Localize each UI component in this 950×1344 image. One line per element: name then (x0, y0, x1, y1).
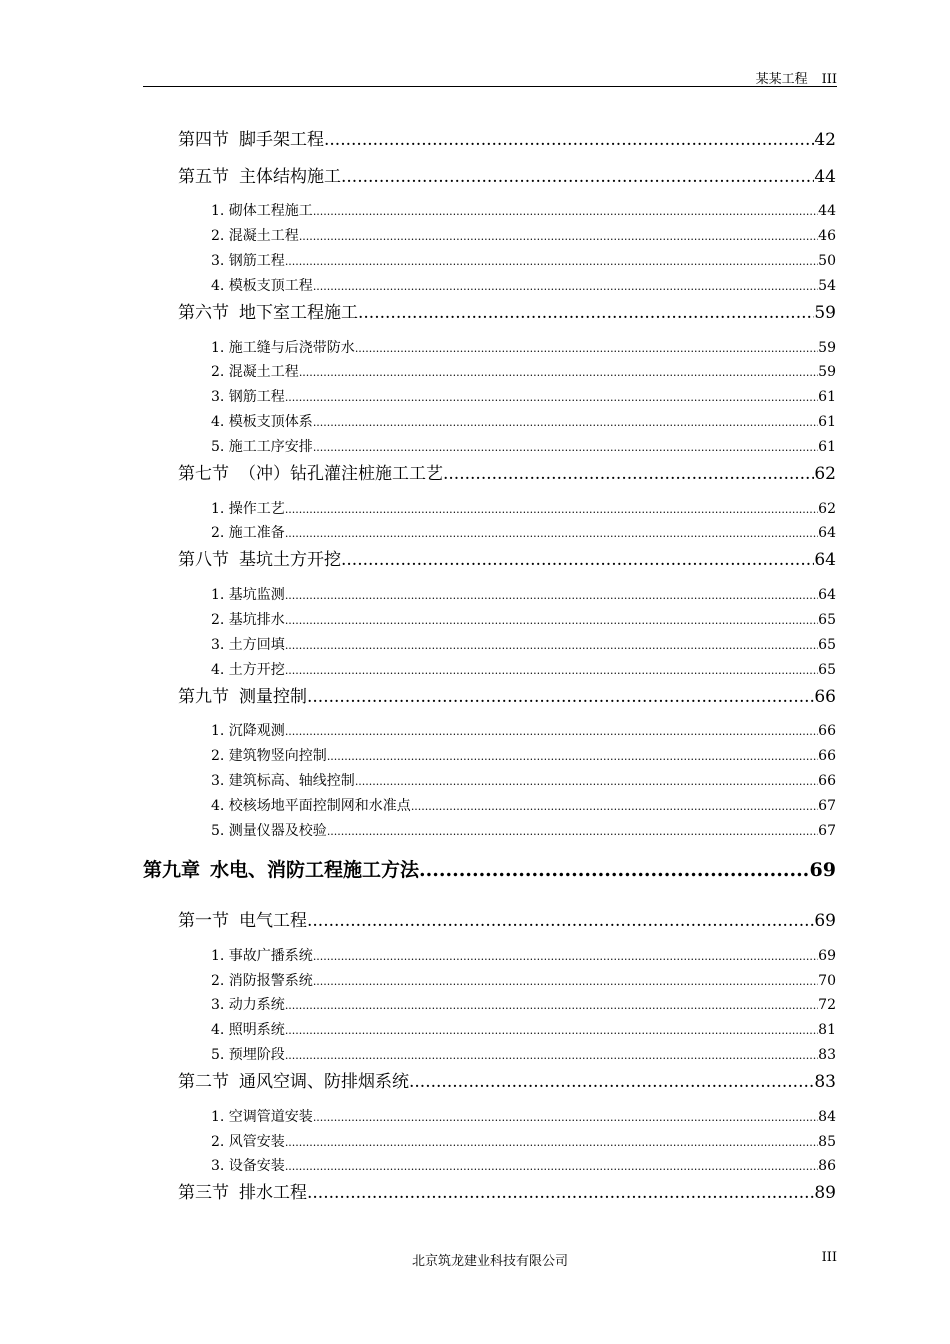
toc-leader-dots (307, 1183, 814, 1203)
toc-title: 3. 钢筋工程 (211, 389, 285, 405)
toc-page-number: 59 (818, 340, 836, 356)
toc-leader-dots (324, 130, 814, 150)
toc-item[interactable] (211, 1131, 836, 1151)
toc-page-number: 61 (818, 389, 836, 405)
toc-title: 测量控制 (239, 687, 307, 707)
toc-item[interactable] (211, 770, 836, 790)
toc-leader-dots (313, 1111, 818, 1124)
toc-page-number: 72 (818, 997, 836, 1013)
toc-number: 第二节 (178, 1072, 229, 1092)
toc-page-number: 54 (818, 278, 836, 294)
toc-label (211, 225, 299, 245)
toc-label (211, 584, 285, 604)
toc-item[interactable] (211, 436, 836, 456)
toc-label (211, 659, 285, 679)
toc-label (211, 795, 411, 815)
toc-number: 第七节 (178, 464, 229, 484)
toc-item[interactable] (211, 1044, 836, 1064)
toc-label (178, 298, 358, 323)
toc-title: 4. 模板支顶工程 (211, 278, 313, 294)
toc-item[interactable] (211, 250, 836, 270)
toc-section[interactable] (178, 545, 836, 570)
toc-label (178, 1178, 307, 1203)
toc-item[interactable] (211, 1155, 836, 1175)
toc-title: 2. 建筑物竖向控制 (211, 748, 327, 764)
toc-label (211, 275, 313, 295)
toc-number: 第九章 (143, 859, 201, 881)
toc-section[interactable] (178, 1067, 836, 1092)
toc-item[interactable] (211, 994, 836, 1014)
header-project: 某某工程 (755, 72, 808, 87)
toc-label (178, 125, 324, 150)
toc-title: 4. 校核场地平面控制网和水准点 (211, 798, 411, 814)
toc-label (211, 970, 313, 990)
toc-leader-dots (327, 750, 818, 763)
toc-label (211, 386, 285, 406)
toc-title: 电气工程 (239, 911, 307, 931)
toc-number: 第五节 (178, 167, 229, 187)
toc-item[interactable] (211, 411, 836, 431)
toc-label (211, 1019, 285, 1039)
toc-item[interactable] (211, 795, 836, 815)
toc-label (211, 609, 285, 629)
toc-leader-dots (285, 391, 818, 404)
toc-label (211, 1106, 313, 1126)
toc-label (211, 1131, 285, 1151)
toc-page-number: 64 (814, 550, 836, 570)
toc-title: 1. 操作工艺 (211, 501, 285, 517)
toc-leader-dots (285, 1049, 818, 1062)
toc-label (178, 459, 443, 484)
toc-page-number: 69 (809, 859, 836, 881)
toc-label (178, 682, 307, 707)
toc-page-number: 66 (818, 773, 836, 789)
toc-label (211, 522, 285, 542)
toc-page-number: 86 (818, 1158, 836, 1174)
toc-title: 1. 基坑监测 (211, 587, 285, 603)
toc-leader-dots (409, 1072, 814, 1092)
toc-page-number: 65 (818, 612, 836, 628)
toc-leader-dots (285, 1024, 818, 1037)
toc-title: 主体结构施工 (239, 167, 341, 187)
toc-leader-dots (307, 687, 814, 707)
toc-label (211, 720, 285, 740)
toc-label (211, 200, 313, 220)
toc-leader-dots (313, 416, 818, 429)
toc-label (211, 745, 327, 765)
toc-leader-dots (285, 255, 818, 268)
toc-page-number: 85 (818, 1134, 836, 1150)
toc-item[interactable] (211, 609, 836, 629)
toc-section[interactable] (178, 459, 836, 484)
toc-page-number: 64 (818, 525, 836, 541)
toc-label (211, 436, 313, 456)
toc-section[interactable] (178, 906, 836, 931)
toc-title: 5. 预埋阶段 (211, 1047, 285, 1063)
toc-title: 2. 消防报警系统 (211, 973, 313, 989)
toc-number: 第一节 (178, 911, 229, 931)
toc-title: 1. 砌体工程施工 (211, 203, 313, 219)
toc-item[interactable] (211, 386, 836, 406)
toc-title: 4. 照明系统 (211, 1022, 285, 1038)
toc-title: 排水工程 (239, 1183, 307, 1203)
toc-page-number: 89 (814, 1183, 836, 1203)
toc-item[interactable] (211, 820, 836, 840)
toc-leader-dots (307, 911, 814, 931)
toc-label (211, 820, 327, 840)
toc-page-number: 59 (814, 303, 836, 323)
toc-number: 第三节 (178, 1183, 229, 1203)
toc-page-number: 61 (818, 439, 836, 455)
toc-title: 4. 模板支顶体系 (211, 414, 313, 430)
toc-title: 2. 混凝土工程 (211, 364, 299, 380)
toc-item[interactable] (211, 970, 836, 990)
toc-page-number: 46 (818, 228, 836, 244)
toc-leader-dots (285, 589, 818, 602)
toc-title: 2. 风管安装 (211, 1134, 285, 1150)
toc-item[interactable] (211, 522, 836, 542)
toc-item[interactable] (211, 745, 836, 765)
toc-label (178, 162, 341, 187)
toc-title: 地下室工程施工 (239, 303, 358, 323)
toc-page-number: 44 (818, 203, 836, 219)
toc-title: 基坑土方开挖 (239, 550, 341, 570)
toc-label (178, 1067, 409, 1092)
toc-number: 第八节 (178, 550, 229, 570)
toc-leader-dots (313, 205, 818, 218)
toc-leader-dots (358, 303, 814, 323)
toc-leader-dots (285, 503, 818, 516)
toc-leader-dots (355, 342, 818, 355)
toc-item[interactable] (211, 225, 836, 245)
toc-page-number: 66 (818, 748, 836, 764)
footer-company: 北京筑龙建业科技有限公司 (411, 1254, 568, 1269)
toc-label (211, 945, 313, 965)
toc-leader-dots (327, 825, 818, 838)
toc-item[interactable] (211, 945, 836, 965)
toc-section[interactable] (178, 1178, 836, 1203)
toc-leader-dots (313, 975, 818, 988)
toc-title: 1. 施工缝与后浇带防水 (211, 340, 355, 356)
toc-leader-dots (285, 639, 818, 652)
toc-item[interactable] (211, 1019, 836, 1039)
toc-leader-dots (299, 230, 818, 243)
toc-title: 3. 土方回填 (211, 637, 285, 653)
toc-item[interactable] (211, 634, 836, 654)
footer-page: III (821, 1250, 837, 1265)
page-header (143, 66, 837, 87)
toc-label (211, 1044, 285, 1064)
toc-label (211, 411, 313, 431)
toc-page-number: 69 (818, 948, 836, 964)
toc-page-number: 62 (818, 501, 836, 517)
toc-leader-dots (341, 550, 814, 570)
toc-section[interactable] (178, 162, 836, 187)
toc-item[interactable] (211, 720, 836, 740)
toc-page-number: 67 (818, 823, 836, 839)
toc-item[interactable] (211, 361, 836, 381)
toc-page-number: 81 (818, 1022, 836, 1038)
toc-title: 2. 施工准备 (211, 525, 285, 541)
toc-leader-dots (313, 950, 818, 963)
toc-leader-dots (313, 280, 818, 293)
toc-label (211, 337, 355, 357)
toc-item[interactable] (211, 659, 836, 679)
toc-page-number: 83 (818, 1047, 836, 1063)
toc-leader-dots (285, 1160, 818, 1173)
toc-page-number: 66 (814, 687, 836, 707)
toc-leader-dots (285, 527, 818, 540)
toc-label (143, 855, 419, 882)
toc-title: 2. 基坑排水 (211, 612, 285, 628)
toc-title: 3. 动力系统 (211, 997, 285, 1013)
toc-page-number: 84 (818, 1109, 836, 1125)
toc-title: 4. 土方开挖 (211, 662, 285, 678)
toc-page-number: 65 (818, 662, 836, 678)
toc-section[interactable] (178, 125, 836, 150)
toc-label (211, 994, 285, 1014)
toc-number: 第六节 (178, 303, 229, 323)
toc-label (178, 906, 307, 931)
toc-page-number: 61 (818, 414, 836, 430)
toc-number: 第四节 (178, 130, 229, 150)
toc-leader-dots (313, 441, 818, 454)
toc-page-number: 69 (814, 911, 836, 931)
toc-title: 5. 施工工序安排 (211, 439, 313, 455)
toc-item[interactable] (211, 1106, 836, 1126)
toc-item[interactable] (211, 275, 836, 295)
toc-label (178, 545, 341, 570)
toc-page-number: 64 (818, 587, 836, 603)
toc-label (211, 634, 285, 654)
toc-leader-dots (285, 999, 818, 1012)
toc-label (211, 361, 299, 381)
toc-page-number: 50 (818, 253, 836, 269)
toc-page-number: 83 (814, 1072, 836, 1092)
toc-page-number: 65 (818, 637, 836, 653)
toc-page-number: 66 (818, 723, 836, 739)
toc-title: 脚手架工程 (239, 130, 324, 150)
toc-section[interactable] (178, 298, 836, 323)
toc-item[interactable] (211, 584, 836, 604)
toc-label (211, 1155, 285, 1175)
toc-title: 1. 沉降观测 (211, 723, 285, 739)
toc-leader-dots (341, 167, 814, 187)
toc-title: （冲）钻孔灌注桩施工工艺 (239, 464, 443, 484)
toc-page-number: 42 (814, 130, 836, 150)
toc-leader-dots (411, 800, 818, 813)
header-text (756, 68, 837, 87)
toc-page-number: 44 (814, 167, 836, 187)
toc-title: 通风空调、防排烟系统 (239, 1072, 409, 1092)
toc-page-number: 62 (814, 464, 836, 484)
toc-leader-dots (285, 614, 818, 627)
toc-page-number: 67 (818, 798, 836, 814)
page-footer (143, 1250, 837, 1268)
toc-label (211, 250, 285, 270)
header-page: III (821, 72, 837, 87)
toc-leader-dots (355, 775, 818, 788)
toc-leader-dots (419, 859, 810, 881)
toc-item[interactable] (211, 337, 836, 357)
toc-title: 1. 事故广播系统 (211, 948, 313, 964)
toc-title: 1. 空调管道安装 (211, 1109, 313, 1125)
toc-item[interactable] (211, 498, 836, 518)
toc-title: 水电、消防工程施工方法 (210, 859, 420, 881)
toc-title: 5. 测量仪器及校验 (211, 823, 327, 839)
toc-label (211, 770, 355, 790)
toc-chapter[interactable] (143, 855, 836, 882)
toc-leader-dots (299, 366, 818, 379)
toc-title: 3. 建筑标高、轴线控制 (211, 773, 355, 789)
toc-leader-dots (285, 1136, 818, 1149)
toc-leader-dots (443, 464, 814, 484)
toc-page-number: 59 (818, 364, 836, 380)
toc-title: 3. 钢筋工程 (211, 253, 285, 269)
toc-leader-dots (285, 725, 818, 738)
toc-leader-dots (285, 664, 818, 677)
toc-item[interactable] (211, 200, 836, 220)
toc-title: 3. 设备安装 (211, 1158, 285, 1174)
toc-label (211, 498, 285, 518)
toc-number: 第九节 (178, 687, 229, 707)
toc-page-number: 70 (818, 973, 836, 989)
toc-title: 2. 混凝土工程 (211, 228, 299, 244)
toc-section[interactable] (178, 682, 836, 707)
